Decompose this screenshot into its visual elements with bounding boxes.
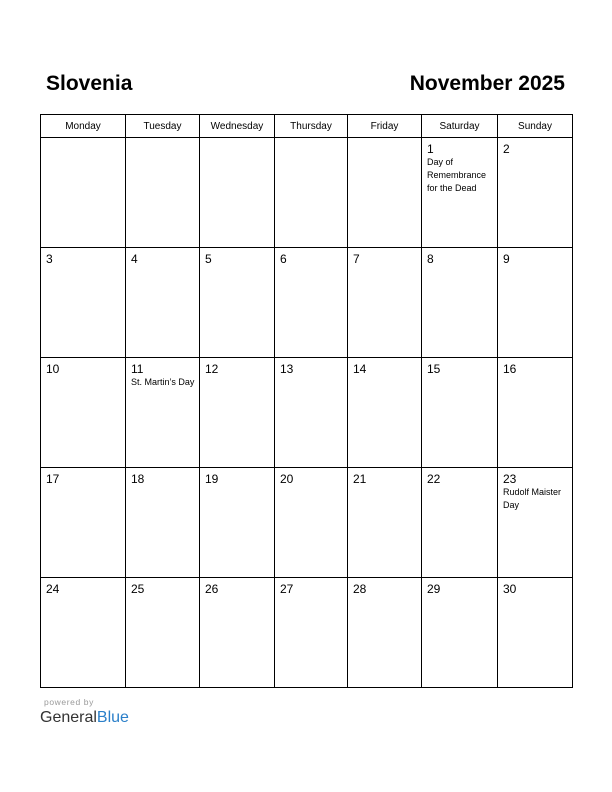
brand-name-blue: Blue xyxy=(96,709,129,726)
weekday-header: Saturday xyxy=(422,115,498,138)
month-year-title: November 2025 xyxy=(409,72,565,95)
day-cell xyxy=(422,358,498,468)
day-cell xyxy=(126,578,200,688)
week-row xyxy=(41,358,573,468)
week-row xyxy=(41,468,573,578)
week-row xyxy=(41,248,573,358)
day-cell xyxy=(498,138,573,248)
holiday-label: St. Martin’s Day xyxy=(131,377,195,387)
day-number: 8 xyxy=(427,252,434,266)
day-cell xyxy=(275,578,348,688)
weekday-header: Friday xyxy=(348,115,422,138)
day-number: 6 xyxy=(280,252,287,266)
day-cell xyxy=(275,468,348,578)
day-number: 3 xyxy=(46,252,53,266)
day-number: 14 xyxy=(353,362,367,376)
day-cell xyxy=(348,578,422,688)
day-cell xyxy=(348,468,422,578)
day-number: 28 xyxy=(353,582,367,596)
day-number: 12 xyxy=(205,362,219,376)
brand-logo[interactable] xyxy=(40,708,129,728)
day-number: 13 xyxy=(280,362,294,376)
day-number: 5 xyxy=(205,252,212,266)
weekday-header: Thursday xyxy=(275,115,348,138)
calendar-grid xyxy=(40,114,573,688)
day-cell xyxy=(200,358,275,468)
day-number: 22 xyxy=(427,472,441,486)
day-number: 9 xyxy=(503,252,510,266)
day-cell xyxy=(126,358,200,468)
weekday-header-row xyxy=(41,115,573,138)
week-row xyxy=(41,578,573,688)
day-number: 20 xyxy=(280,472,294,486)
day-cell xyxy=(41,358,126,468)
day-cell xyxy=(126,248,200,358)
day-cell xyxy=(422,578,498,688)
day-cell xyxy=(275,358,348,468)
day-cell xyxy=(41,138,126,248)
day-number: 4 xyxy=(131,252,138,266)
week-row xyxy=(41,138,573,248)
day-number: 7 xyxy=(353,252,360,266)
day-number xyxy=(41,138,125,142)
day-cell xyxy=(200,248,275,358)
day-number: 30 xyxy=(503,582,517,596)
day-cell xyxy=(422,138,498,248)
day-number xyxy=(348,138,421,142)
day-number: 10 xyxy=(46,362,60,376)
holiday-label: Day of Remembrance for the Dead xyxy=(427,157,487,193)
day-number: 1 xyxy=(427,142,434,156)
day-number: 26 xyxy=(205,582,219,596)
day-cell xyxy=(126,468,200,578)
day-number: 16 xyxy=(503,362,517,376)
day-cell xyxy=(498,468,573,578)
country-title: Slovenia xyxy=(46,72,133,95)
day-number: 29 xyxy=(427,582,441,596)
day-cell xyxy=(498,358,573,468)
weekday-header: Tuesday xyxy=(126,115,200,138)
day-number: 15 xyxy=(427,362,441,376)
weekday-header: Monday xyxy=(41,115,126,138)
holiday-label: Rudolf Maister Day xyxy=(503,487,562,510)
day-number: 24 xyxy=(46,582,60,596)
day-cell xyxy=(41,248,126,358)
day-number: 2 xyxy=(503,142,510,156)
day-number: 17 xyxy=(46,472,60,486)
day-number: 11 xyxy=(131,362,144,376)
day-cell xyxy=(348,248,422,358)
day-cell xyxy=(200,468,275,578)
day-cell xyxy=(275,248,348,358)
weekday-header: Sunday xyxy=(498,115,573,138)
weekday-header: Wednesday xyxy=(200,115,275,138)
day-cell xyxy=(498,578,573,688)
day-cell xyxy=(275,138,348,248)
brand-name-general: General xyxy=(40,709,97,726)
day-number: 18 xyxy=(131,472,145,486)
day-cell xyxy=(348,358,422,468)
day-cell xyxy=(498,248,573,358)
day-number xyxy=(200,138,274,142)
day-cell xyxy=(41,468,126,578)
day-cell xyxy=(422,468,498,578)
day-cell xyxy=(41,578,126,688)
day-number xyxy=(126,138,199,142)
powered-by-label: powered by xyxy=(44,697,94,707)
day-number: 19 xyxy=(205,472,219,486)
day-cell xyxy=(126,138,200,248)
day-number: 23 xyxy=(503,472,517,486)
day-number xyxy=(275,138,347,142)
day-number: 25 xyxy=(131,582,145,596)
day-cell xyxy=(200,578,275,688)
day-cell xyxy=(200,138,275,248)
day-number: 21 xyxy=(353,472,367,486)
day-number: 27 xyxy=(280,582,294,596)
day-cell xyxy=(422,248,498,358)
day-cell xyxy=(348,138,422,248)
